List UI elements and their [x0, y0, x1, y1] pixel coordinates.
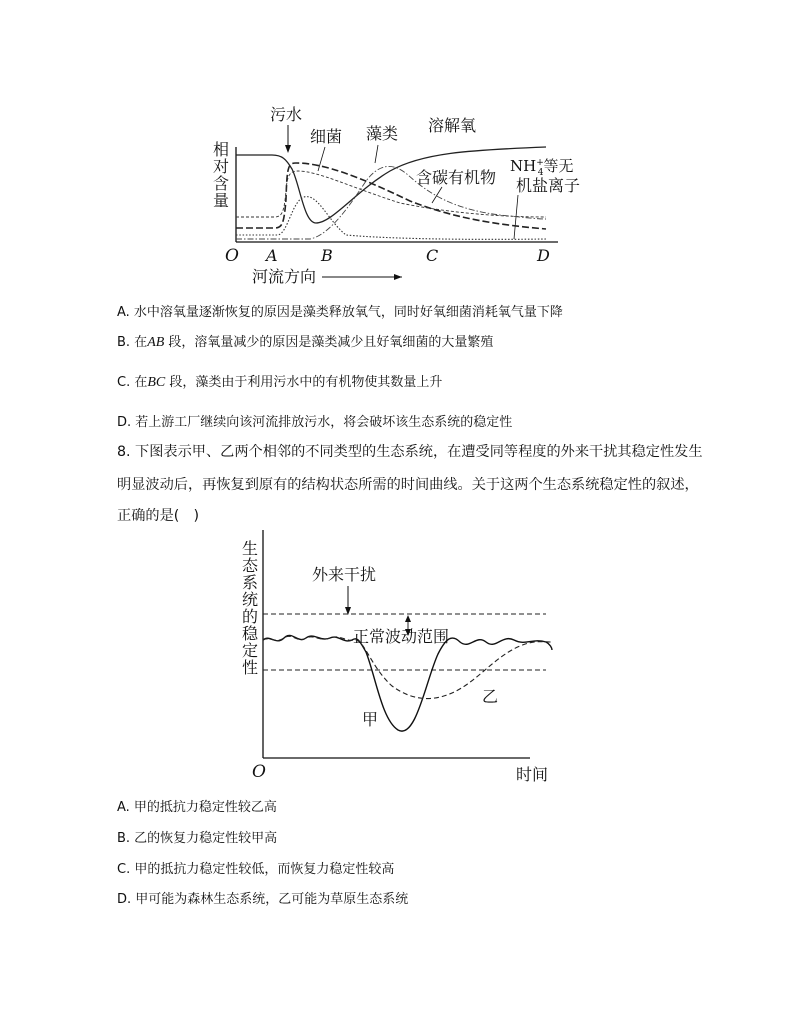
q7-option-a[interactable]: A. 水中溶氧量逐渐恢复的原因是藻类释放氧气，同时好氧细菌消耗氧气量下降 [117, 305, 563, 320]
range-arrowhead-up [405, 615, 411, 622]
q7-option-b-suffix: 段，溶氧量减少的原因是藻类减少且好氧细菌的大量繁殖 [164, 335, 494, 350]
q7-option-b-prefix: B. 在 [117, 335, 148, 350]
q7-option-d[interactable]: D. 若上游工厂继续向该河流排放污水，将会破坏该生态系统的稳定性 [117, 415, 513, 430]
q8-option-c[interactable]: C. 甲的抵抗力稳定性较低，而恢复力稳定性较高 [117, 862, 395, 877]
ecosystem-stability-figure [230, 530, 570, 790]
tick-c: C [426, 246, 439, 265]
q7-option-c[interactable] [117, 375, 442, 391]
origin-label: O [225, 246, 239, 266]
tick-b: B [321, 246, 333, 265]
q8-stem-line2: 明显波动后，再恢复到原有的结构状态所需的时间曲线。关于这两个生态系统稳定性的叙述， [117, 477, 699, 493]
carbon-organics-label: 含碳有机物 [416, 168, 497, 187]
algae-label: 藻类 [366, 124, 399, 143]
normal-range-label: 正常波动范围 [353, 627, 450, 646]
nh4-curve [236, 171, 546, 217]
q7-option-c-prefix: C. 在 [117, 375, 148, 390]
carbon-organics-curve [236, 163, 546, 229]
river-direction-arrowhead [394, 274, 402, 280]
algae-leader [375, 145, 378, 163]
q8-stem-line1: 8. 下图表示甲、乙两个相邻的不同类型的生态系统，在遭受同等程度的外来干扰其稳定性发生 [117, 444, 703, 460]
river-pollution-chart [200, 95, 581, 290]
q7-option-c-segment: BC [147, 375, 166, 390]
river-pollution-figure [200, 95, 581, 290]
sewage-arrowhead [285, 145, 291, 153]
nh4-label: NH+ 4等无 [510, 157, 574, 178]
y-axis-label: 生态系统的稳定性 [242, 539, 259, 677]
q7-option-b[interactable] [117, 335, 493, 351]
inorganic-ions-label: 机盐离子 [516, 176, 581, 195]
dissolved-oxygen-curve [236, 147, 546, 223]
algae-curve [236, 166, 546, 239]
bacteria-label: 细菌 [310, 127, 343, 146]
tick-a: A [266, 246, 278, 265]
q8-stem-line3: 正确的是( ) [117, 508, 200, 524]
q8-option-b[interactable]: B. 乙的恢复力稳定性较甲高 [117, 831, 278, 846]
dissolved-oxygen-label: 溶解氧 [428, 116, 477, 135]
bacteria-curve [236, 197, 546, 240]
ecosystem-stability-chart [230, 530, 570, 790]
x-axis-label: 河流方向 [252, 267, 317, 286]
q7-option-b-segment: AB [147, 335, 165, 350]
q8-option-d[interactable]: D. 甲可能为森林生态系统，乙可能为草原生态系统 [117, 892, 409, 907]
tick-d: D [537, 246, 550, 265]
disturbance-label: 外来干扰 [312, 565, 377, 584]
y-axis-label: 相对含量 [213, 140, 230, 210]
organics-leader [432, 187, 442, 203]
origin-label: O [252, 762, 266, 782]
sewage-label: 污水 [270, 105, 303, 124]
q7-option-c-suffix: 段，藻类由于利用污水中的有机物使其数量上升 [165, 375, 443, 390]
curve-jia [263, 635, 552, 731]
curve-jia-label: 甲 [362, 710, 379, 729]
x-axis-label: 时间 [516, 765, 549, 784]
q8-option-a[interactable]: A. 甲的抵抗力稳定性较乙高 [117, 800, 277, 815]
curve-yi-label: 乙 [482, 687, 499, 706]
